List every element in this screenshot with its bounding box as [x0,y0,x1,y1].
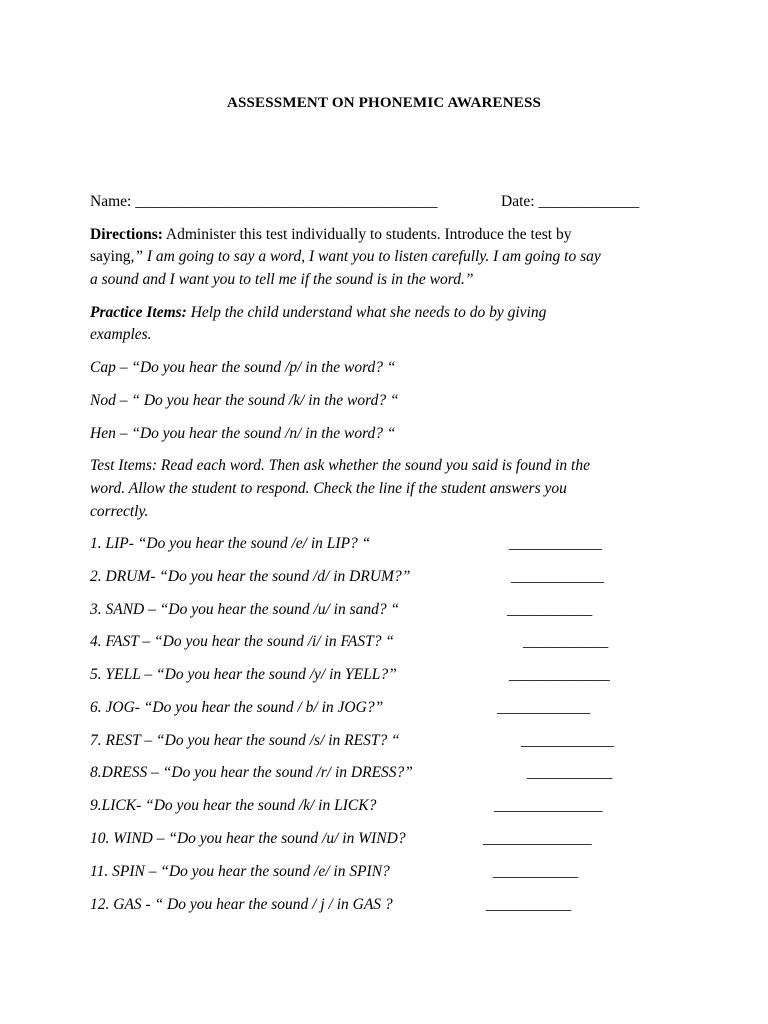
test-item-text: 1. LIP- “Do you hear the sound /e/ in LIP? “ [90,535,371,552]
directions-text-1: Administer this test individually to students. Introduce the test by [162,226,572,243]
test-item-answer-blank: ___________ [527,764,613,781]
practice-text-1: Help the child understand what she needs to do by giving [186,304,547,321]
test-item-text: 3. SAND – “Do you hear the sound /u/ in sand? “ [90,601,400,618]
practice-label: Practice Items: [90,304,187,321]
test-item-answer-blank: ______________ [494,797,603,814]
test-intro-line: correctly. [90,503,149,520]
directions-line-2 [90,248,601,266]
practice-line-2: examples. [90,326,152,343]
directions-text-2: ,” I am going to say a word, I want you to listen carefully. I am going to say [130,248,601,265]
test-item-answer-blank: ___________ [486,896,572,913]
practice-item: Nod – “ Do you hear the sound /k/ in the word? “ [90,392,399,409]
test-item-answer-blank: ___________ [523,633,609,650]
date-label: Date: [501,193,535,210]
test-item-text: 6. JOG- “Do you hear the sound / b/ in JOG?” [90,699,384,716]
test-item-text: 9.LICK- “Do you hear the sound /k/ in LICK? [90,797,377,814]
test-item-answer-blank: ____________ [509,535,602,552]
directions-saying: saying [90,248,131,265]
practice-item: Cap – “Do you hear the sound /p/ in the word? “ [90,359,396,376]
test-item-text: 11. SPIN – “Do you hear the sound /e/ in SPIN? [90,863,390,880]
test-item-text: 7. REST – “Do you hear the sound /s/ in REST? “ [90,732,400,749]
name-blank: _______________________________________ [135,193,438,210]
test-item-text: 2. DRUM- “Do you hear the sound /d/ in DRUM?” [90,568,411,585]
directions-label: Directions: [90,226,163,243]
test-item-answer-blank: ____________ [521,732,614,749]
practice-item: Hen – “Do you hear the sound /n/ in the word? “ [90,425,396,442]
date-field [501,193,639,211]
test-item-answer-blank: ___________ [507,601,593,618]
test-item-text: 12. GAS - “ Do you hear the sound / j / in GAS ? [90,896,393,913]
test-item-text: 4. FAST – “Do you hear the sound /i/ in FAST? “ [90,633,395,650]
test-item-text: 8.DRESS – “Do you hear the sound /r/ in DRESS?” [90,764,413,781]
directions-line-1 [90,226,571,244]
name-label: Name: [90,193,132,210]
test-item-answer-blank: _____________ [509,666,610,683]
directions-line-3: a sound and I want you to tell me if the sound is in the word.” [90,271,474,288]
test-intro-line: word. Allow the student to respond. Check the line if the student answers you [90,480,567,497]
test-item-answer-blank: ____________ [511,568,604,585]
date-blank: _____________ [538,193,640,210]
name-field [90,193,437,211]
test-item-answer-blank: ____________ [497,699,590,716]
practice-line-1 [90,304,546,322]
test-intro-line: Test Items: Read each word. Then ask whether the sound you said is found in the [90,457,590,474]
page-title: ASSESSMENT ON PHONEMIC AWARENESS [226,95,542,111]
test-item-answer-blank: ___________ [493,863,579,880]
test-item-text: 5. YELL – “Do you hear the sound /y/ in YELL?” [90,666,397,683]
test-item-answer-blank: ______________ [483,830,592,847]
test-item-text: 10. WIND – “Do you hear the sound /u/ in WIND? [90,830,406,847]
